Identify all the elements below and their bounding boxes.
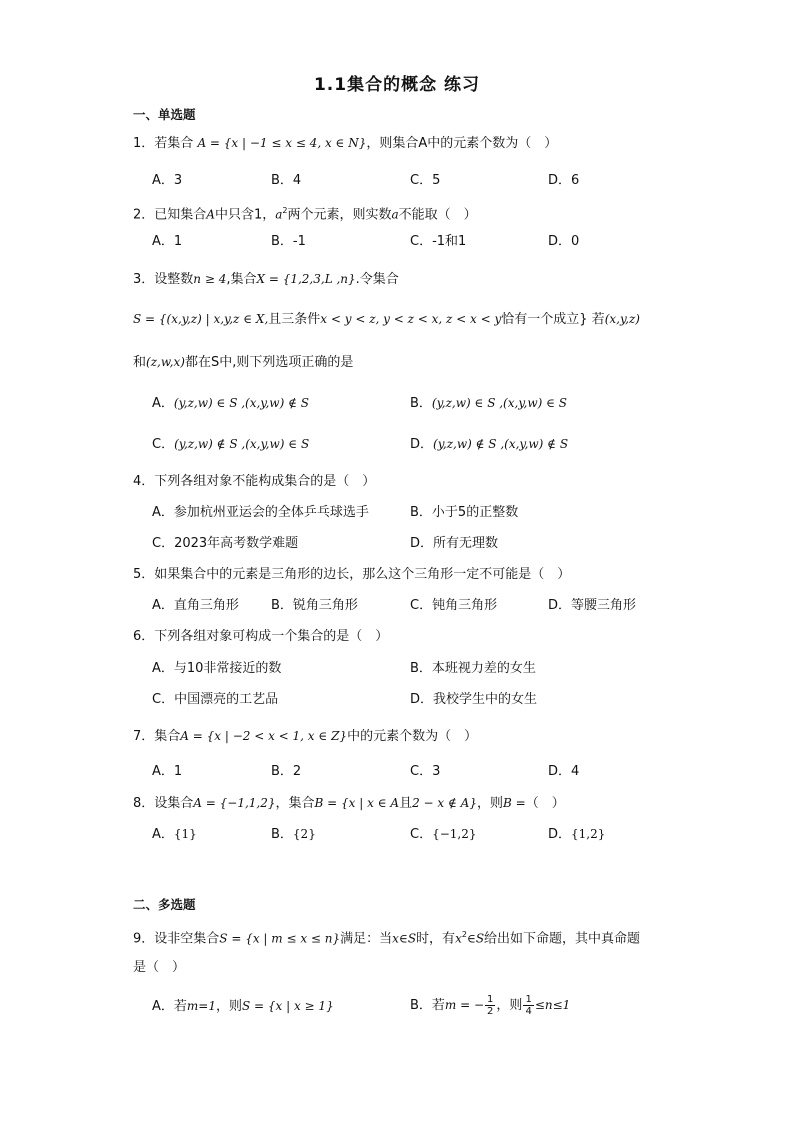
q2-option-d[interactable]: D．0 <box>548 234 580 249</box>
q4-option-d[interactable]: D．所有无理数 <box>410 536 499 551</box>
q5-option-b[interactable]: B．锐角三角形 <box>271 598 358 613</box>
q9-math3-base: x <box>455 931 462 946</box>
q3-line2-text1: 且三条件 <box>268 312 321 327</box>
q3-option-a[interactable] <box>152 393 309 414</box>
q1-option-b[interactable]: B．4 <box>271 173 302 188</box>
q2-pre: 已知集合 <box>154 207 207 223</box>
q3-line2-text2: 恰有一个成立} <box>501 312 588 327</box>
q9-option-b-text: ，则 <box>496 998 523 1013</box>
q2-option-b[interactable]: B．-1 <box>271 234 306 249</box>
q3-option-d-label: D． <box>410 437 434 452</box>
q2-option-c[interactable]: C．-1和1 <box>410 234 467 249</box>
q3-line2-math3: (x,y,z) <box>604 312 640 326</box>
q5-option-d[interactable]: D．等腰三角形 <box>548 598 637 613</box>
q7-number: 7． <box>133 729 155 744</box>
q7-option-b[interactable]: B．2 <box>271 764 302 779</box>
q4-option-a[interactable]: A．参加杭州亚运会的全体乒乓球选手 <box>152 505 369 520</box>
q8-math1: A = {−1,1,2} <box>193 796 276 810</box>
question-2 <box>133 201 477 225</box>
q8-option-b[interactable] <box>271 824 316 845</box>
q7-pre: 集合 <box>154 729 181 744</box>
q3-line3-text2: 都在S中,则下列选项正确的是 <box>184 355 354 370</box>
q9-option-a-math1: m=1 <box>186 999 216 1013</box>
q8-option-c-label: C． <box>410 827 433 842</box>
q1-option-a[interactable]: A．3 <box>152 173 183 188</box>
q8-option-a[interactable] <box>152 824 197 845</box>
q8-number: 8． <box>133 796 155 811</box>
q9-mid2: 时，有 <box>416 931 456 947</box>
q9-option-a-math2: S = {x | x ≥ 1} <box>242 999 334 1013</box>
q3-line2-math2: x < y < z, y < z < x, z < x < y <box>320 312 502 326</box>
q8-pre: 设集合 <box>154 796 194 811</box>
q2-var-b: a <box>391 207 399 222</box>
q1-number: 1． <box>133 136 155 151</box>
page-title: 1.1集合的概念 练习 <box>313 75 481 95</box>
q9-number: 9． <box>133 931 155 947</box>
question-3 <box>133 269 399 290</box>
question-9 <box>133 925 640 949</box>
q6-option-a[interactable]: A．与10非常接近的数 <box>152 661 282 676</box>
q9-option-b[interactable] <box>410 990 570 1021</box>
q3-option-b-label: B． <box>410 396 432 411</box>
q8-end: （ ） <box>525 796 565 811</box>
q2-a-base: a <box>275 207 283 222</box>
q8-option-c-math: {−1,2} <box>432 827 477 841</box>
q3-post: .令集合 <box>355 272 399 287</box>
q4-option-b[interactable]: B．小于5的正整数 <box>410 505 519 520</box>
q7-option-c[interactable]: C．3 <box>410 764 441 779</box>
q3-line2-text3: 若 <box>591 312 605 327</box>
q3-line3-math: (z,w,x) <box>146 355 185 369</box>
q9-option-b-fraction-2 <box>523 994 533 1017</box>
q3-option-a-label: A． <box>152 396 174 411</box>
q2-option-a[interactable]: A．1 <box>152 234 183 249</box>
section-single-choice: 一、单选题 <box>133 107 196 122</box>
q9-mid: 满足：当 <box>340 931 393 947</box>
question-3-line-2 <box>133 309 640 330</box>
q9-option-b-math1: m = − <box>444 998 485 1012</box>
q3-pre: 设整数 <box>154 272 194 287</box>
q7-math: A = {x | −2 < x < 1, x ∈ Z} <box>180 729 348 743</box>
q6-option-b[interactable]: B．本班视力差的女生 <box>410 661 536 676</box>
q2-a-sup: 2 <box>282 206 288 215</box>
q2-end: 不能取（ ） <box>398 207 477 223</box>
question-1 <box>133 133 557 154</box>
q9-option-a-label: A．若 <box>152 999 187 1014</box>
q9-option-a-text: ，则 <box>215 999 242 1014</box>
q8-mid: ，集合 <box>275 796 315 811</box>
q8-option-b-math: {2} <box>292 827 316 841</box>
q8-option-c[interactable] <box>410 824 477 845</box>
question-8 <box>133 793 565 814</box>
q8-and: 且 <box>399 796 413 811</box>
q3-option-b[interactable] <box>410 393 567 414</box>
q3-math2: X = {1,2,3,L ,n} <box>256 272 356 286</box>
q9-option-b-num1: 1 <box>487 994 494 1005</box>
q7-post: 中的元素个数为（ ） <box>347 729 478 744</box>
q3-option-b-math: (y,z,w) ∈ S ,(x,y,w) ∈ S <box>431 396 568 410</box>
q9-pre: 设非空集合 <box>154 931 220 947</box>
q7-option-a[interactable]: A．1 <box>152 764 183 779</box>
q3-mid: ,集合 <box>226 272 257 287</box>
question-4: 4．下列各组对象不能构成集合的是（ ） <box>133 474 376 489</box>
q1-option-d[interactable]: D．6 <box>548 173 580 188</box>
q7-option-d[interactable]: D．4 <box>548 764 580 779</box>
q3-option-d-math: (y,z,w) ∉ S ,(x,y,w) ∉ S <box>433 437 569 451</box>
q8-option-d-math: {1,2} <box>571 827 606 841</box>
q9-option-b-label: B．若 <box>410 998 445 1013</box>
q8-math3: 2 − x ∉ A} <box>412 796 477 810</box>
q9-math1: S = {x | m ≤ x ≤ n} <box>219 931 341 946</box>
q9-math2: x∈S <box>392 931 417 946</box>
q3-option-a-math: (y,z,w) ∈ S ,(x,y,w) ∉ S <box>173 396 309 410</box>
q3-option-d[interactable] <box>410 434 568 455</box>
q6-option-c[interactable]: C．中国漂亮的工艺品 <box>152 692 279 707</box>
q9-math3-tail: ∈S <box>466 931 485 946</box>
q1-option-c[interactable]: C．5 <box>410 173 441 188</box>
q9-option-a[interactable] <box>152 996 334 1017</box>
q6-option-d[interactable]: D．我校学生中的女生 <box>410 692 538 707</box>
q3-number: 3． <box>133 272 155 287</box>
q3-line3-text1: 和 <box>133 355 147 370</box>
q2-var-a: A <box>206 207 215 222</box>
q9-option-b-fraction-1 <box>485 994 495 1017</box>
q9-option-b-den2: 4 <box>525 1006 532 1017</box>
q9-post: 给出如下命题，其中真命题 <box>484 931 641 947</box>
question-3-line-3 <box>133 352 353 373</box>
q9-option-b-math2: ≤n≤1 <box>534 998 571 1012</box>
q1-pre: 若集合 <box>154 136 194 151</box>
q8-option-d-label: D． <box>548 827 572 842</box>
q2-number: 2． <box>133 207 155 223</box>
q9-option-b-num2: 1 <box>525 994 532 1005</box>
q8-math4: B = <box>503 796 526 810</box>
question-5: 5．如果集合中的元素是三角形的边长，那么这个三角形一定不可能是（ ） <box>133 567 571 582</box>
q5-option-a[interactable]: A．直角三角形 <box>152 598 239 613</box>
q8-post: ，则 <box>476 796 503 811</box>
question-6: 6．下列各组对象可构成一个集合的是（ ） <box>133 629 389 644</box>
q3-line2-math: S = {(x,y,z) | x,y,z ∈ X, <box>133 312 269 326</box>
q2-post: 两个元素，则实数 <box>287 207 392 223</box>
q8-option-a-label: A． <box>152 827 174 842</box>
q3-option-c-label: C． <box>152 437 175 452</box>
q8-option-d[interactable] <box>548 824 605 845</box>
question-9-line-2: 是（ ） <box>133 960 186 975</box>
q9-option-b-den1: 2 <box>487 1006 494 1017</box>
q3-math1: n ≥ 4 <box>193 272 227 286</box>
q8-option-b-label: B． <box>271 827 293 842</box>
q1-math: A = {x | −1 ≤ x ≤ 4, x ∈ N} <box>197 136 367 150</box>
q8-math2: B = {x | x ∈ A <box>314 796 400 810</box>
q5-option-c[interactable]: C．钝角三角形 <box>410 598 498 613</box>
question-7 <box>133 726 477 747</box>
q3-option-c-math: (y,z,w) ∉ S ,(x,y,w) ∈ S <box>174 437 310 451</box>
q2-mid: 中只含1， <box>214 207 276 223</box>
q1-post: ，则集合A中的元素个数为（ ） <box>366 136 558 151</box>
q3-option-c[interactable] <box>152 434 309 455</box>
section-multi-choice: 二、多选题 <box>133 897 196 912</box>
q4-option-c[interactable]: C．2023年高考数学难题 <box>152 536 299 551</box>
q9-math3-sup: 2 <box>461 930 467 939</box>
q8-option-a-math: {1} <box>173 827 197 841</box>
